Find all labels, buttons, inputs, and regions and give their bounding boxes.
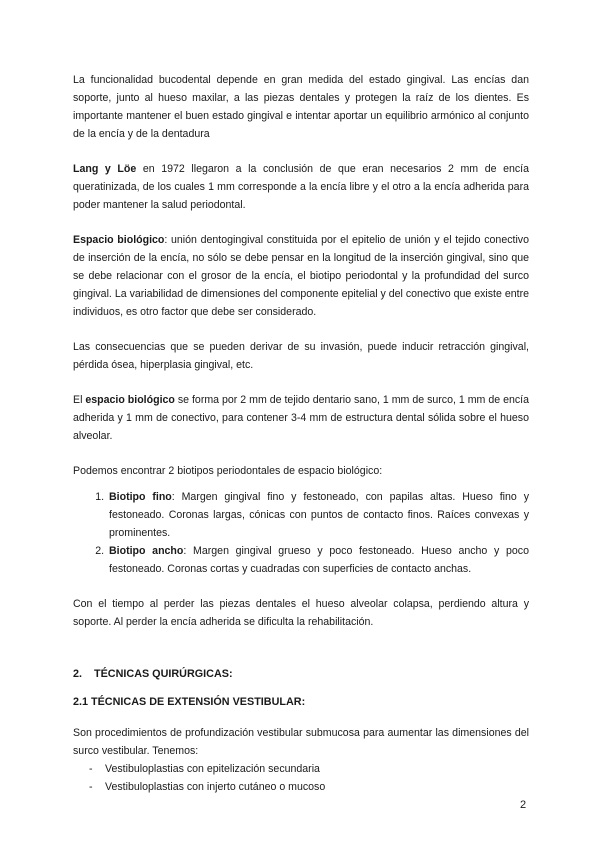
espacio-formation-paragraph [73,391,529,445]
section-2-number: 2. [73,668,83,680]
biotipo-ancho-term: Biotipo ancho [109,545,184,557]
consecuencias-paragraph: Las consecuencias que se pueden derivar de su invasión, puede inducir retracción gingival, pérdida ósea, hiperplasia gingival, etc. [73,341,529,371]
section-2-1-heading: 2.1 TÉCNICAS DE EXTENSIÓN VESTIBULAR: [73,696,306,708]
biotipos-intro: Podemos encontrar 2 biotipos periodontales de espacio biológico: [73,465,383,477]
lang-loe-term: Lang y Löe [73,163,137,175]
list-item: - Vestibuloplastias con injerto cutáneo o mucoso [89,778,529,796]
lang-loe-text: en 1972 llegaron a la conclusión de que eran necesarios 2 mm de encía queratinizada, de los cuales 1 mm corresponde a la encía libre y el otro a la encía adherida para poder mantener la salud periodontal. [73,163,529,211]
section-2-title: TÉCNICAS QUIRÚRGICAS: [94,668,233,680]
section-2-heading [73,665,529,683]
page-content [73,71,529,796]
espacio-formation-text: se forma por 2 mm de tejido dentario sano, 1 mm de surco, 1 mm de encía adherida y 1 mm de conectivo, para contener 3-4 mm de estructura dental sólida sobre el hueso alveolar. [73,394,529,442]
biotipos-list [73,488,529,578]
lang-loe-paragraph [73,160,529,214]
espacio-formation-term: espacio biológico [85,394,175,406]
biotipo-ancho-text: : Margen gingival grueso y poco festoneado. Hueso ancho y poco festoneado. Coronas cortas y cuadradas con superficies de contacto anchas. [109,545,529,575]
section-2-1-intro: Son procedimientos de profundización vestibular submucosa para aumentar las dimensiones del surco vestibular. Tenemos: [73,727,529,757]
biotipo-ancho-item [107,542,529,578]
biotipo-fino-term: Biotipo fino [109,491,172,503]
espacio-biologico-definition [73,231,529,321]
list-item: - Vestibuloplastias con epitelización secundaria [89,760,529,778]
intro-paragraph: La funcionalidad bucodental depende en gran medida del estado gingival. Las encías dan soporte, junto al hueso maxilar, a las piezas dentales y protegen la raíz de los dientes. Es importante mantener el buen estado gingival e intentar aportar un equilibrio armónico al conjunto de la encía y de la dentadura [73,74,529,140]
biotipo-fino-item [107,488,529,542]
colapso-paragraph: Con el tiempo al perder las piezas dentales el hueso alveolar colapsa, perdiendo altura y soporte. Al perder la encía adherida se dificulta la rehabilitación. [73,598,529,628]
biotipo-fino-text: : Margen gingival fino y festoneado, con papilas altas. Hueso fino y festoneado. Coronas largas, cónicas con puntos de contacto finos. Raíces convexas y prominentes. [109,491,529,539]
espacio-biologico-term: Espacio biológico [73,234,165,246]
vestibuloplastias-list [73,760,529,796]
espacio-formation-pre: El [73,394,86,406]
espacio-biologico-text: : unión dentogingival constituida por el epitelio de unión y el tejido conectivo de inserción de la encía, no sólo se debe pensar en la longitud de la inserción gingival, sino que se debe relacionar con el grosor de la encía, el biotipo periodontal y la profundidad del surco gingival. La variabilidad de dimensiones del componente epitelial y del conectivo que existe entre individuos, es otro factor que debe ser considerado. [73,234,529,318]
page-number: 2 [520,799,527,811]
